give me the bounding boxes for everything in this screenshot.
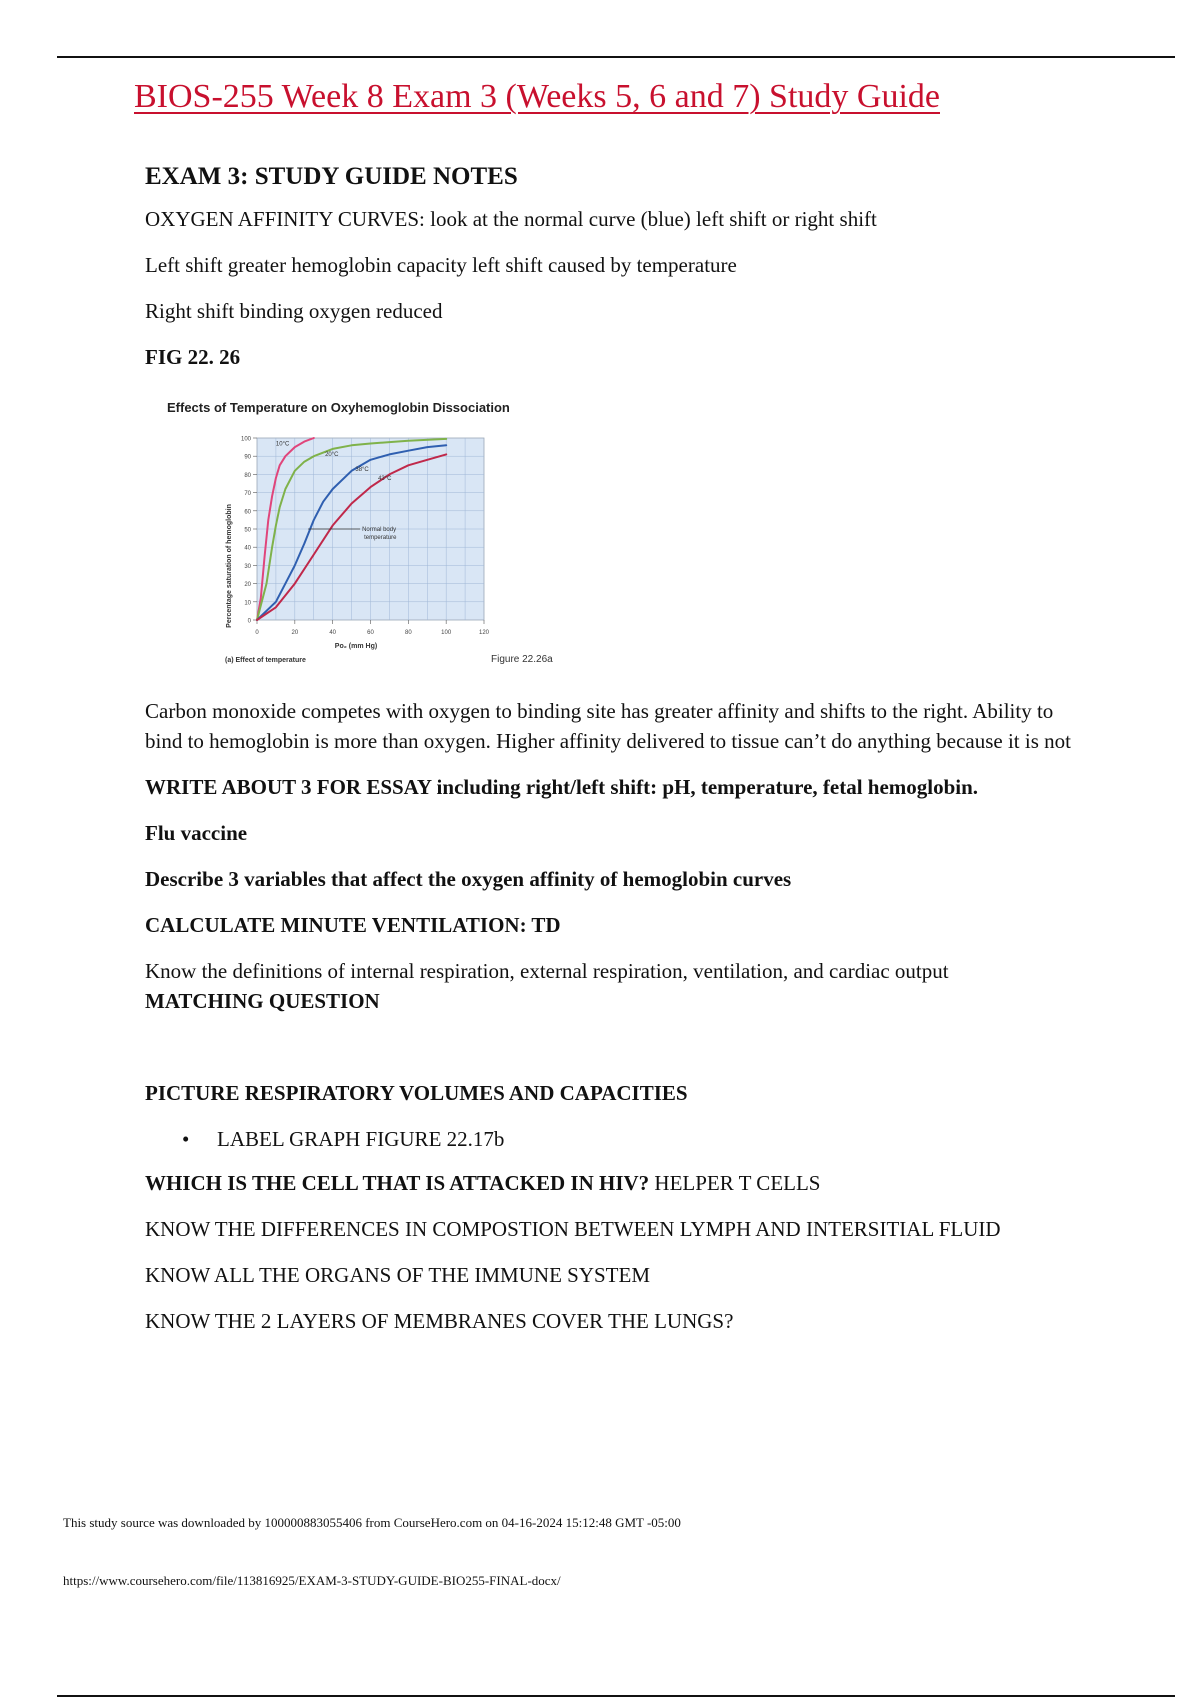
list-item	[145, 1124, 1095, 1154]
chart-ylabel: Percentage saturation of hemoglobin	[226, 504, 233, 628]
paragraph-minute-ventilation: CALCULATE MINUTE VENTILATION: TD	[145, 913, 561, 937]
chart-tick-label-x: 20	[291, 630, 299, 636]
footer-download-notice: This study source was downloaded by 100000883055406 from CourseHero.com on 04-16-2024 15:12:48 GMT -05:00	[63, 1515, 681, 1530]
chart-tick-label-x: 0	[255, 630, 259, 636]
paragraph-hiv-question	[145, 1168, 1095, 1198]
top-rule	[57, 56, 1175, 58]
chart-tick-label-y: 40	[244, 545, 251, 552]
list-item-text: LABEL GRAPH FIGURE 22.17b	[217, 1127, 505, 1151]
document-body	[145, 162, 1095, 1352]
paragraph-lymph-differences: KNOW THE DIFFERENCES IN COMPOSTION BETWEEN LYMPH AND INTERSITIAL FLUID	[145, 1217, 1001, 1241]
figure-label: FIG 22. 26	[145, 345, 241, 369]
bottom-rule	[57, 1695, 1175, 1697]
chart-tick-label-y: 100	[240, 436, 251, 443]
chart-series-label: 20°C	[325, 452, 339, 459]
paragraph-oxygen-affinity: OXYGEN AFFINITY CURVES: look at the normal curve (blue) left shift or right shift	[145, 207, 877, 231]
chart-tick-label-y: 50	[244, 527, 251, 534]
paragraph-lung-membranes: KNOW THE 2 LAYERS OF MEMBRANES COVER THE LUNGS?	[145, 1309, 734, 1333]
chart-tick-label-x: 100	[441, 630, 452, 636]
paragraph-right-shift: Right shift binding oxygen reduced	[145, 299, 443, 323]
chart-tick-label-x: 120	[478, 630, 490, 636]
chart-tick-label-y: 0	[247, 618, 251, 625]
chart-tick-label-y: 60	[244, 509, 251, 516]
chart-xlabel: Po₂ (mm Hg)	[334, 643, 378, 650]
chart-tick-label-x: 60	[367, 630, 374, 636]
study-guide-heading: EXAM 3: STUDY GUIDE NOTES	[145, 163, 518, 190]
bullet-icon: •	[182, 1127, 190, 1151]
hiv-question: WHICH IS THE CELL THAT IS ATTACKED IN HIV?	[145, 1171, 650, 1195]
paragraph-carbon-monoxide: Carbon monoxide competes with oxygen to binding site has greater affinity and shifts to the right. Ability to bind to hemoglobin is more than oxygen. Higher affinity delivered to tissue can’t do anything because it is not	[145, 699, 1071, 753]
hiv-answer: HELPER T CELLS	[649, 1171, 821, 1195]
paragraph-definitions: Know the definitions of internal respiration, external respiration, ventilation, and cardiac output	[145, 959, 949, 983]
document-title: BIOS-255 Week 8 Exam 3 (Weeks 5, 6 and 7) Study Guide	[134, 78, 940, 115]
chart-subcaption: (a) Effect of temperature	[225, 657, 306, 664]
chart-tick-label-y: 90	[244, 454, 251, 461]
chart-tick-label-y: 20	[244, 582, 251, 589]
chart-annotation: Normal body	[362, 527, 397, 533]
oxyhemoglobin-chart	[155, 386, 585, 686]
chart-tick-label-y: 80	[244, 472, 251, 479]
chart-series-label: 10°C	[275, 441, 290, 448]
paragraph-essay-instruction: WRITE ABOUT 3 FOR ESSAY including right/left shift: pH, temperature, fetal hemoglobin.	[145, 775, 979, 799]
footer-source-url[interactable]: https://www.coursehero.com/file/113816925/EXAM-3-STUDY-GUIDE-BIO255-FINAL-docx/	[63, 1573, 561, 1588]
chart-annotation: temperature	[364, 535, 397, 541]
paragraph-respiratory-volumes: PICTURE RESPIRATORY VOLUMES AND CAPACITIES	[145, 1081, 688, 1105]
paragraph-matching-question: MATCHING QUESTION	[145, 989, 380, 1013]
chart-tick-label-y: 10	[244, 600, 251, 607]
chart-tick-label-x: 40	[329, 630, 337, 636]
chart-tick-label-x: 80	[404, 630, 412, 636]
paragraph-immune-organs: KNOW ALL THE ORGANS OF THE IMMUNE SYSTEM	[145, 1263, 650, 1287]
oxyhemoglobin-figure	[155, 386, 585, 686]
chart-series-label: 43°C	[378, 475, 392, 482]
paragraph-left-shift: Left shift greater hemoglobin capacity left shift caused by temperature	[145, 253, 737, 277]
chart-tick-label-y: 70	[244, 491, 251, 498]
bullet-list	[145, 1124, 1095, 1154]
chart-series-label: 38°C	[355, 466, 369, 473]
chart-title: Effects of Temperature on Oxyhemoglobin Dissociation	[167, 400, 510, 415]
chart-figure-caption: Figure 22.26a	[491, 654, 553, 665]
paragraph-flu-vaccine: Flu vaccine	[145, 821, 248, 845]
chart-tick-label-y: 30	[244, 563, 251, 570]
paragraph-describe-variables: Describe 3 variables that affect the oxygen affinity of hemoglobin curves	[145, 867, 792, 891]
